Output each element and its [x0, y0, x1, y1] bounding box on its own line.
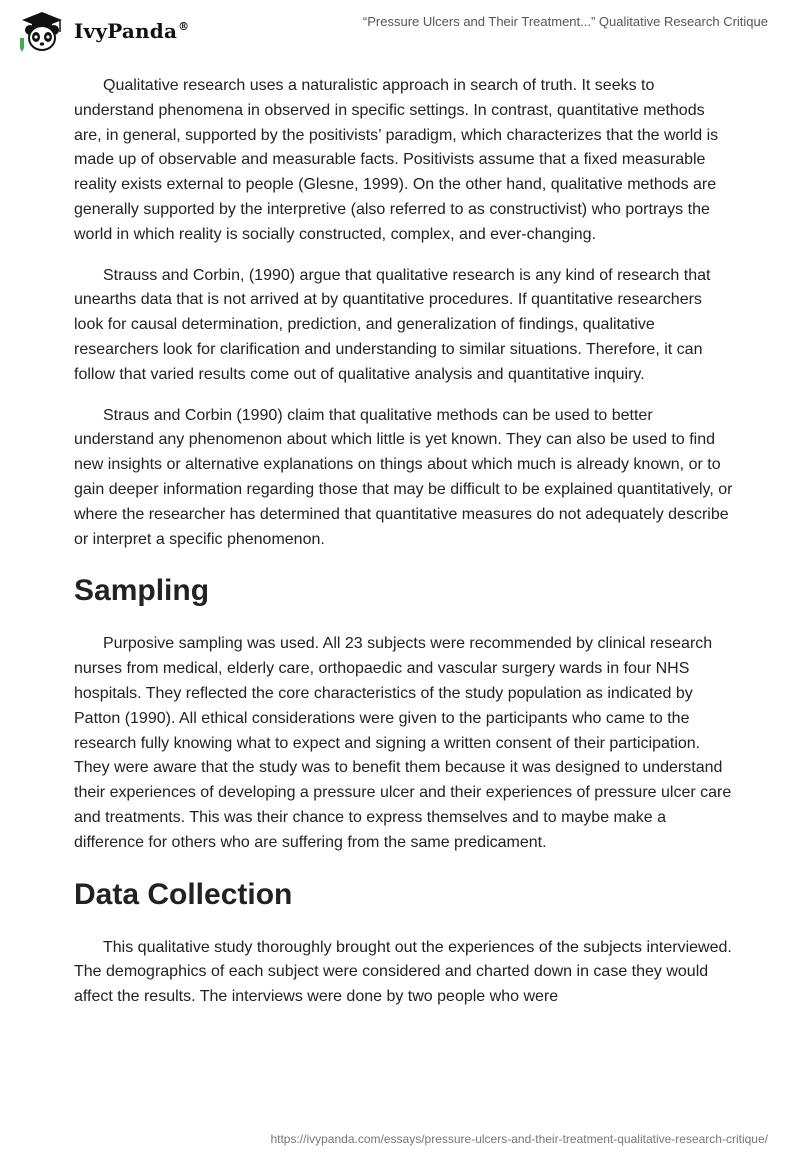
registered-mark: ® [178, 20, 190, 34]
paragraph-qualitative-uses: Straus and Corbin (1990) claim that qualitative methods can be used to better understand any phenomenon about which little is yet known. They can also be used to find new insights or alternative explanations on things about which much is already known, or to gain deeper information regarding those that may be difficult to be explained quantitatively, or where the researcher has determined that quantitative measures do not adequately describe or interpret a specific phenomenon. [74, 406, 733, 548]
panda-graduate-icon [14, 8, 70, 54]
paragraph-strauss-corbin: Strauss and Corbin, (1990) argue that qualitative research is any kind of research that unearths data that is not arrived at by quantitative procedures. If quantitative researchers look for causal determination, prediction, and generalization of findings, qualitative researchers look for clarification and understanding to similar situations. Therefore, it can follow that varied results come out of qualitative analysis and quantitative inquiry. [74, 266, 711, 383]
heading-sampling: Sampling [74, 574, 210, 608]
source-url[interactable]: https://ivypanda.com/essays/pressure-ulcers-and-their-treatment-qualitative-research-critique/ [270, 1132, 768, 1146]
document-title: “Pressure Ulcers and Their Treatment...” Qualitative Research Critique [362, 14, 768, 29]
brand-name: IvyPanda® [74, 19, 190, 43]
paragraph-sampling: Purposive sampling was used. All 23 subjects were recommended by clinical research nurses from medical, elderly care, orthopaedic and vascular surgery wards in four NHS hospitals. They reflected the core characteristics of the study population as indicated by Patton (1990). All ethical considerations were given to the participants who came to the research fully knowing what to expect and signing a written consent of their participation. They were aware that the study was to benefit them because it was designed to understand their experiences of developing a pressure ulcer and their experiences of pressure ulcer care and treatments. This was their chance to express themselves and to maybe make a difference for others who are suffering from the same predicament. [74, 635, 732, 851]
essay-content [74, 74, 734, 1026]
page-header [0, 0, 800, 60]
heading-data-collection: Data Collection [74, 877, 293, 911]
paragraph-data-collection: This qualitative study thoroughly brought out the experiences of the subjects interviewed. The demographics of each subject were considered and charted down in case they would affect the results. The interviews were done by two people who were [74, 938, 732, 1006]
paragraph-qualitative-intro: Qualitative research uses a naturalistic approach in search of truth. It seeks to understand phenomena in observed in specific settings. In contrast, quantitative methods are, in general, supported by the positivists’ paradigm, which characterizes that the world is made up of observable and measurable facts. Positivists assume that a fixed measurable reality exists external to people (Glesne, 1999). On the other hand, qualitative methods are generally supported by the interpretive (also referred to as constructivist) who portrays the world in which reality is socially constructed, complex, and ever-changing. [74, 77, 719, 243]
brand-logo[interactable] [14, 8, 189, 54]
